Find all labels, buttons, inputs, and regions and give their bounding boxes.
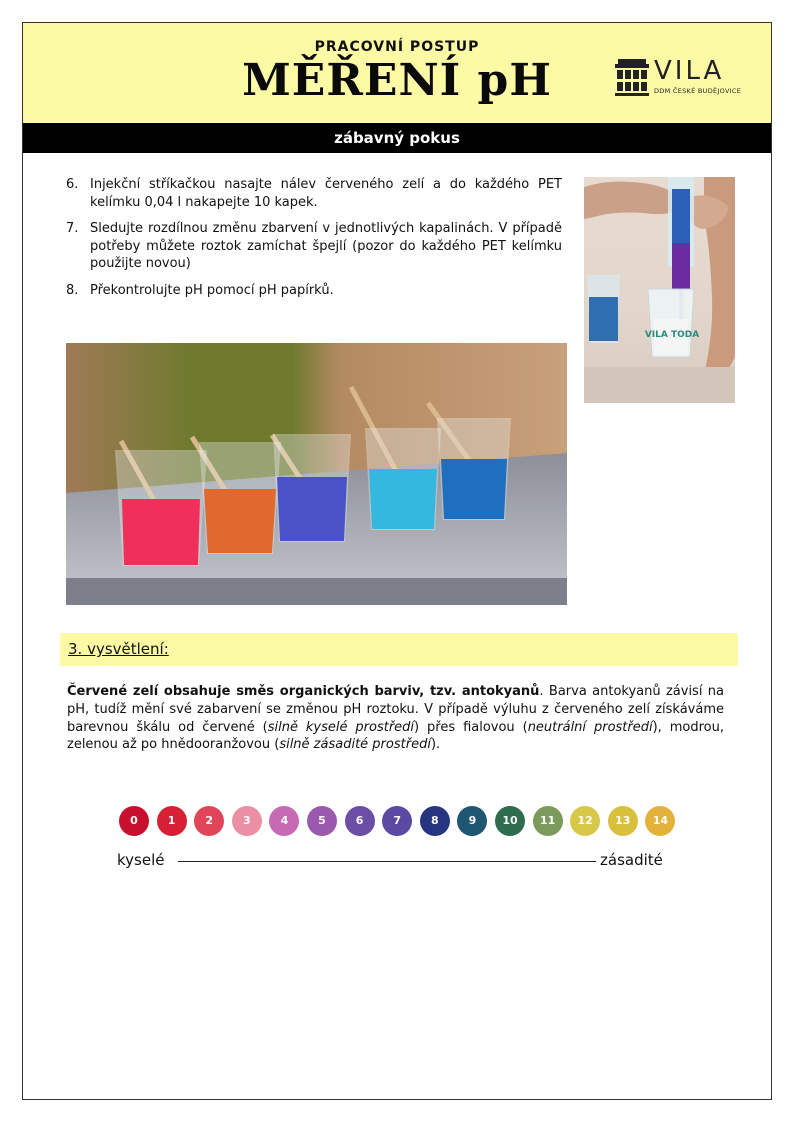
header-banner [23,23,771,123]
ph-dot: 6 [345,806,375,836]
explanation-italic: silně zásadité prostředí [279,737,431,753]
list-item [66,220,562,273]
section-header [60,633,738,666]
step-text: Sledujte rozdílnou změnu zbarvení v jednotlivých kapalinách. V případě potřeby můžete roztok zamíchat špejlí (pozor do každého PET kelímku použijte novou) [90,221,562,271]
step-number: 8. [66,282,79,298]
steps-list [66,176,562,308]
step-text: Překontrolujte pH pomocí pH papírků. [90,282,334,298]
ph-dot: 8 [420,806,450,836]
ph-scale [115,806,685,842]
ph-dot: 2 [194,806,224,836]
scale-line [178,861,596,862]
cups-photo [66,343,567,605]
building-icon [614,56,650,100]
explanation-lead: Červené zelí obsahuje směs organických barviv, tzv. antokyanů [67,684,540,699]
explanation-text: ), modrou, zelenou až po hnědooranžovou ( [67,719,724,753]
ph-dot: 10 [495,806,525,836]
page-title: MĚŘENÍ pH [242,55,552,106]
explanation-text: . Barva antokyanů závisí na pH, tudíž mění své zabarvení se změnou pH roztoku. V případě výluhu z červeného zelí získáváme barevnou škálu od červené ( [67,684,724,735]
section-title: 3. vysvětlení: [68,640,169,658]
section-bar [23,123,771,153]
ph-dot: 9 [457,806,487,836]
explanation-text: ). [430,737,441,753]
ph-dot: 1 [157,806,187,836]
ph-dot: 11 [533,806,563,836]
ph-dot: 13 [608,806,638,836]
cup-label: VILA TODA [644,330,700,340]
ph-dot: 5 [307,806,337,836]
ph-dot: 7 [382,806,412,836]
step-text: Injekční stříkačkou nasajte nálev červeného zelí a do každého PET kelímku 0,04 l nakapejte 10 kapek. [90,177,562,210]
explanation-italic: neutrální prostředí [527,719,653,735]
subtitle: PRACOVNÍ POSTUP [314,39,480,55]
logo-word: VILA [654,56,725,86]
step-number: 6. [66,177,79,192]
basic-label: zásadité [600,851,663,869]
logo-subtext: DDM ČESKÉ BUDĚJOVICE [654,87,742,95]
ph-dot: 14 [645,806,675,836]
ph-dot: 3 [232,806,262,836]
syringe-photo [584,177,735,403]
explanation-text: ) přes fialovou ( [414,719,528,735]
list-item [66,176,562,211]
step-number: 7. [66,221,79,236]
bar-label: zábavný pokus [334,129,460,147]
explanation-paragraph [67,683,724,754]
list-item [66,282,562,300]
ph-dot: 12 [570,806,600,836]
acidic-label: kyselé [117,851,165,869]
ph-dot: 4 [269,806,299,836]
explanation-italic: silně kyselé prostředí [267,719,415,735]
ph-dot: 0 [119,806,149,836]
vila-logo [614,56,744,100]
